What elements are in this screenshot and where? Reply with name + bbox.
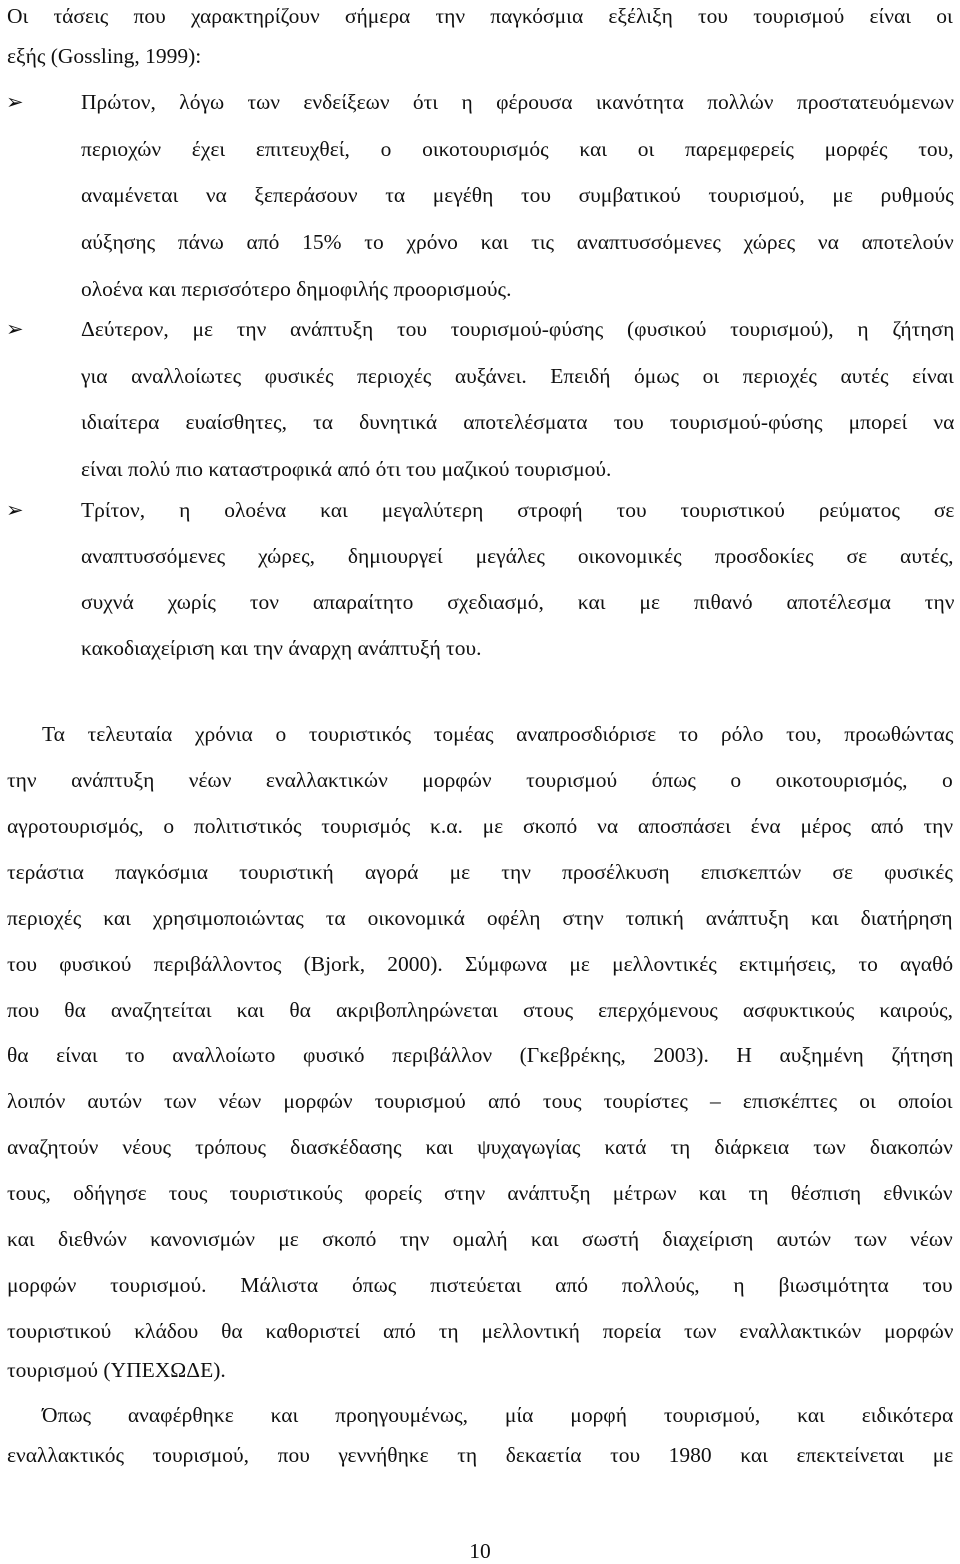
text-line: ιδιαίτερα ευαίσθητες, τα δυνητικά αποτελέσματα του τουρισμού-φύσης μπορεί να: [81, 410, 955, 434]
text-line: Δεύτερον, με την ανάπτυξη του τουρισμού-φύσης (φυσικού τουρισμού), η ζήτηση: [81, 317, 955, 341]
text-line: τους, οδήγησε τους τουριστικούς φορείς στην ανάπτυξη μέτρων και τη θέσπιση εθνικών: [7, 1181, 953, 1205]
text-line: του φυσικού περιβάλλοντος (Bjork, 2000). Σύμφωνα με μελλοντικές εκτιμήσεις, το αγαθό: [7, 952, 954, 976]
text-line: αναπτυσσόμενες χώρες, δημιουργεί μεγάλες οικονομικές προσδοκίες σε αυτές,: [81, 544, 954, 568]
text-line: περιοχές και χρησιμοποιώντας τα οικονομικά οφέλη στην τοπική ανάπτυξη και διατήρηση: [7, 906, 953, 930]
text-line: ολοένα και περισσότερο δημοφιλής προορισμούς.: [81, 277, 512, 301]
text-line: Πρώτον, λόγω των ενδείξεων ότι η φέρουσα ικανότητα πολλών προστατευόμενων: [81, 90, 954, 114]
text-line: αύξησης πάνω από 15% το χρόνο και τις αναπτυσσόμενες χώρες να αποτελούν: [81, 230, 954, 254]
text-line: εναλλακτικός τουρισμού, που γεννήθηκε τη δεκαετία του 1980 και επεκτείνεται με: [7, 1443, 954, 1467]
text-line: θα είναι το αναλλοίωτο φυσικό περιβάλλον (Γκεβρέκης, 2003). Η αυξημένη ζήτηση: [7, 1043, 954, 1067]
page-number: 10: [469, 1539, 491, 1563]
text-line: Τρίτον, η ολοένα και μεγαλύτερη στροφή του τουριστικού ρεύματος σε: [81, 498, 955, 522]
text-line: αναζητούν νέους τρόπους διασκέδασης και ψυχαγωγίας κατά τη διάρκεια των διακοπών: [7, 1135, 953, 1159]
text-line: είναι πολύ πιο καταστροφικά από ότι του μαζικού τουρισμού.: [81, 457, 612, 481]
text-line: την ανάπτυξη νέων εναλλακτικών μορφών τουρισμού όπως ο οικοτουρισμός, ο: [7, 768, 953, 792]
text-line: αγροτουρισμός, ο πολιτιστικός τουρισμός κ.α. με σκοπό να αποσπάσει ένα μέρος από την: [7, 814, 954, 838]
arrow-bullet-icon: ➢: [6, 317, 24, 341]
text-line: εξής (Gossling, 1999):: [7, 44, 202, 68]
text-line: Τα τελευταία χρόνια ο τουριστικός τομέας αναπροσδιόρισε το ρόλο του, προωθώντας: [42, 722, 954, 746]
text-line: τουρισμού (ΥΠΕΧΩΔΕ).: [7, 1358, 226, 1382]
text-line: αναμένεται να ξεπεράσουν τα μεγέθη του συμβατικού τουρισμού, με ρυθμούς: [81, 183, 954, 207]
text-line: λοιπόν αυτών των νέων μορφών τουρισμού από τους τουρίστες – επισκέπτες οι οποίοι: [7, 1089, 953, 1113]
text-line: τεράστια παγκόσμια τουριστική αγορά με την προσέλκυση επισκεπτών σε φυσικές: [7, 860, 953, 884]
text-line: κακοδιαχείριση και την άναρχη ανάπτυξή του.: [81, 636, 482, 660]
text-line: τουριστικού κλάδου θα καθοριστεί από τη μελλοντική πορεία των εναλλακτικών μορφών: [7, 1319, 954, 1343]
text-line: που θα αναζητείται και θα ακριβοπληρώνεται στους επερχόμενους ασφυκτικούς καιρούς,: [7, 998, 954, 1022]
text-line: για αναλλοίωτες φυσικές περιοχές αυξάνει. Επειδή όμως οι περιοχές αυτές είναι: [81, 364, 954, 388]
text-line: συχνά χωρίς τον απαραίτητο σχεδιασμό, και με πιθανό αποτέλεσμα την: [81, 590, 955, 614]
text-line: Όπως αναφέρθηκε και προηγουμένως, μία μορφή τουρισμού, και ειδικότερα: [42, 1403, 954, 1427]
text-line: μορφών τουρισμού. Μάλιστα όπως πιστεύεται από πολλούς, η βιωσιμότητα του: [7, 1273, 953, 1297]
arrow-bullet-icon: ➢: [6, 90, 24, 114]
text-line: Οι τάσεις που χαρακτηρίζουν σήμερα την παγκόσμια εξέλιξη του τουρισμού είναι οι: [7, 4, 953, 28]
arrow-bullet-icon: ➢: [6, 498, 24, 522]
text-line: και διεθνών κανονισμών με σκοπό την ομαλή και σωστή διαχείριση αυτών των νέων: [7, 1227, 953, 1251]
text-line: περιοχών έχει επιτευχθεί, ο οικοτουρισμός και οι παρεμφερείς μορφές του,: [81, 137, 954, 161]
